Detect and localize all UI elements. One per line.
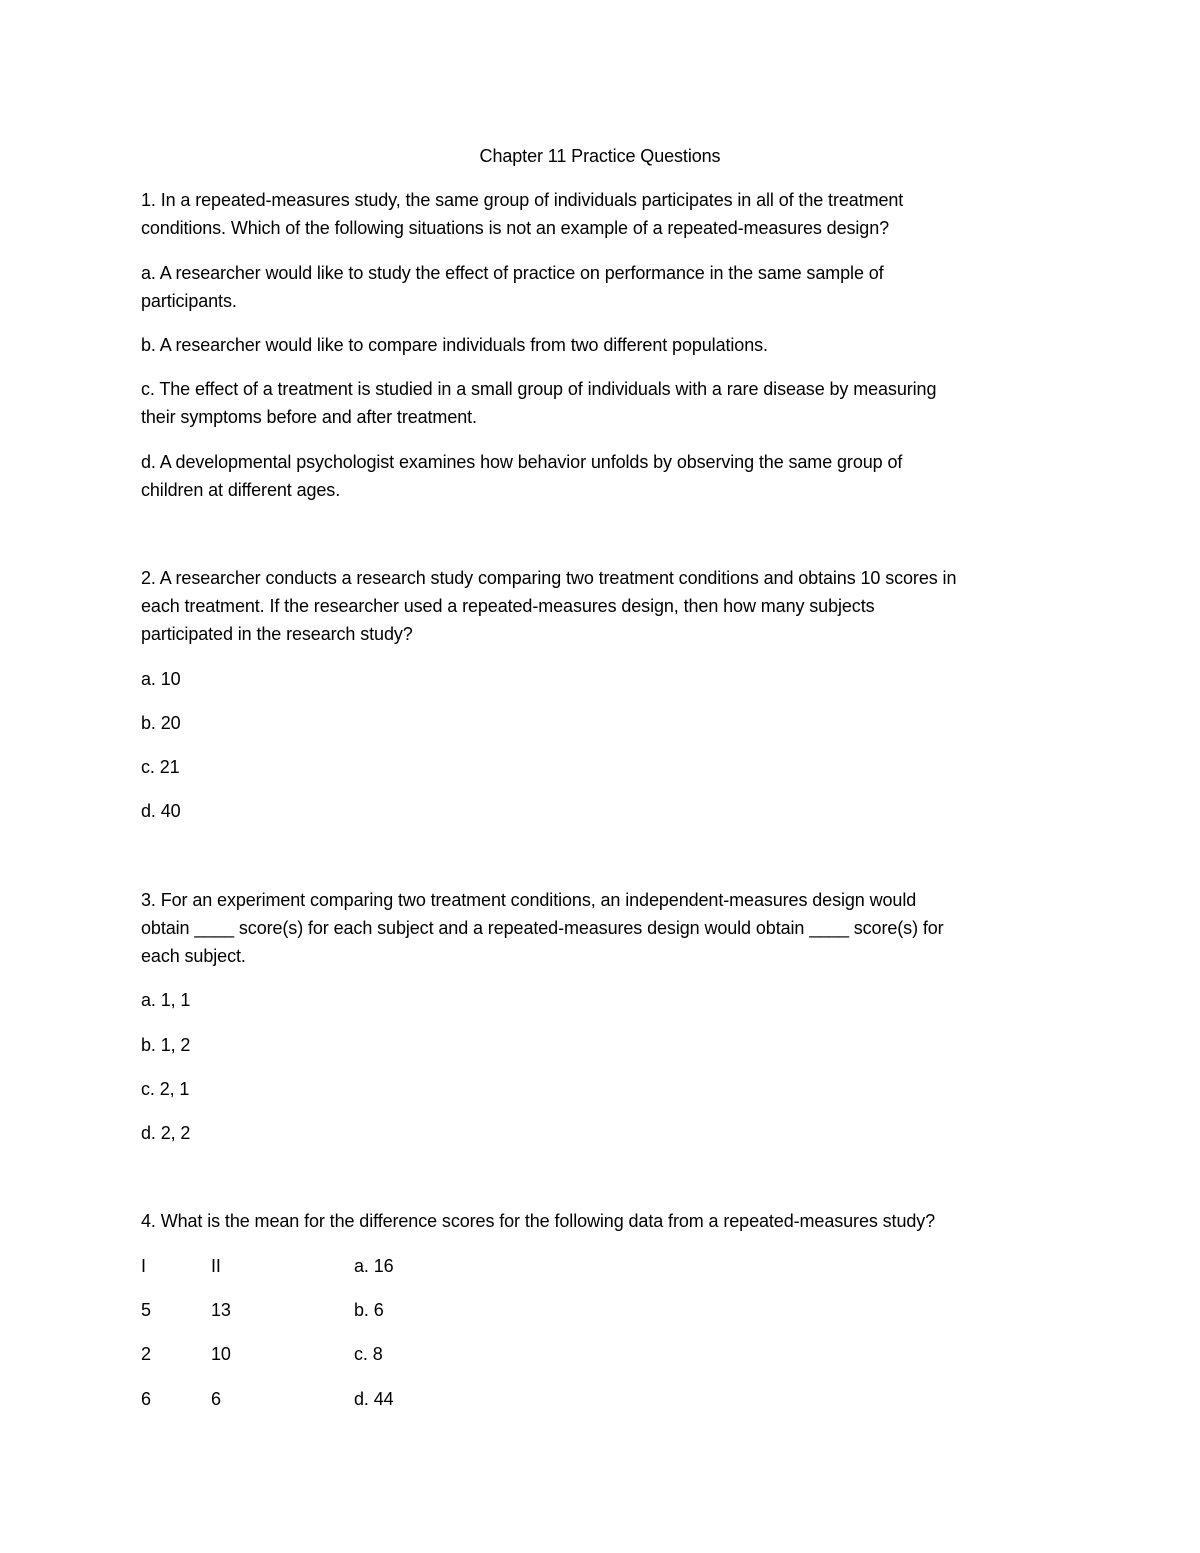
question-3-option-b: b. 1, 2 [141, 1035, 191, 1055]
question-3-text-line-3: each subject. [141, 946, 246, 966]
question-1-option-a-line-2: participants. [141, 291, 237, 311]
question-1-text-line-1: 1. In a repeated-measures study, the same group of individuals participates in all of the treatment [141, 190, 904, 210]
table-cell-row1-i: 5 [141, 1300, 151, 1320]
question-2-option-c: c. 21 [141, 757, 180, 777]
table-header-i: I [141, 1256, 146, 1276]
table-header-ii: II [211, 1256, 221, 1276]
question-1-option-d-line-1: d. A developmental psychologist examines how behavior unfolds by observing the same group of [141, 452, 903, 472]
question-2-option-b: b. 20 [141, 713, 181, 733]
question-1-option-d-line-2: children at different ages. [141, 480, 341, 500]
table-cell-row2-ii: 10 [211, 1344, 231, 1364]
question-3-text-line-1: 3. For an experiment comparing two treatment conditions, an independent-measures design would [141, 890, 917, 910]
question-2-option-d: d. 40 [141, 801, 181, 821]
question-1-option-b: b. A researcher would like to compare individuals from two different populations. [141, 335, 768, 355]
page-title: Chapter 11 Practice Questions [479, 146, 721, 166]
question-4-option-a: a. 16 [354, 1256, 394, 1276]
question-3-option-c: c. 2, 1 [141, 1079, 190, 1099]
question-4-option-c: c. 8 [354, 1344, 383, 1364]
question-4-text: 4. What is the mean for the difference scores for the following data from a repeated-measures study? [141, 1211, 936, 1231]
question-1-option-a-line-1: a. A researcher would like to study the effect of practice on performance in the same sample of [141, 263, 884, 283]
question-1-option-c-line-1: c. The effect of a treatment is studied in a small group of individuals with a rare disease by measuring [141, 379, 937, 399]
table-cell-row3-ii: 6 [211, 1389, 221, 1409]
question-2-text-line-1: 2. A researcher conducts a research study comparing two treatment conditions and obtains 10 scores in [141, 568, 957, 588]
table-cell-row1-ii: 13 [211, 1300, 231, 1320]
question-1-text-line-2: conditions. Which of the following situations is not an example of a repeated-measures design? [141, 218, 890, 238]
question-3-text-line-2: obtain ____ score(s) for each subject and a repeated-measures design would obtain ____ score(s) for [141, 918, 944, 938]
question-2-option-a: a. 10 [141, 669, 181, 689]
question-4-option-b: b. 6 [354, 1300, 384, 1320]
question-3-option-a: a. 1, 1 [141, 990, 191, 1010]
table-cell-row3-i: 6 [141, 1389, 151, 1409]
question-1-option-c-line-2: their symptoms before and after treatment. [141, 407, 477, 427]
question-4-option-d: d. 44 [354, 1389, 394, 1409]
table-cell-row2-i: 2 [141, 1344, 151, 1364]
question-2-text-line-3: participated in the research study? [141, 624, 413, 644]
question-3-option-d: d. 2, 2 [141, 1123, 191, 1143]
question-2-text-line-2: each treatment. If the researcher used a repeated-measures design, then how many subjects [141, 596, 875, 616]
